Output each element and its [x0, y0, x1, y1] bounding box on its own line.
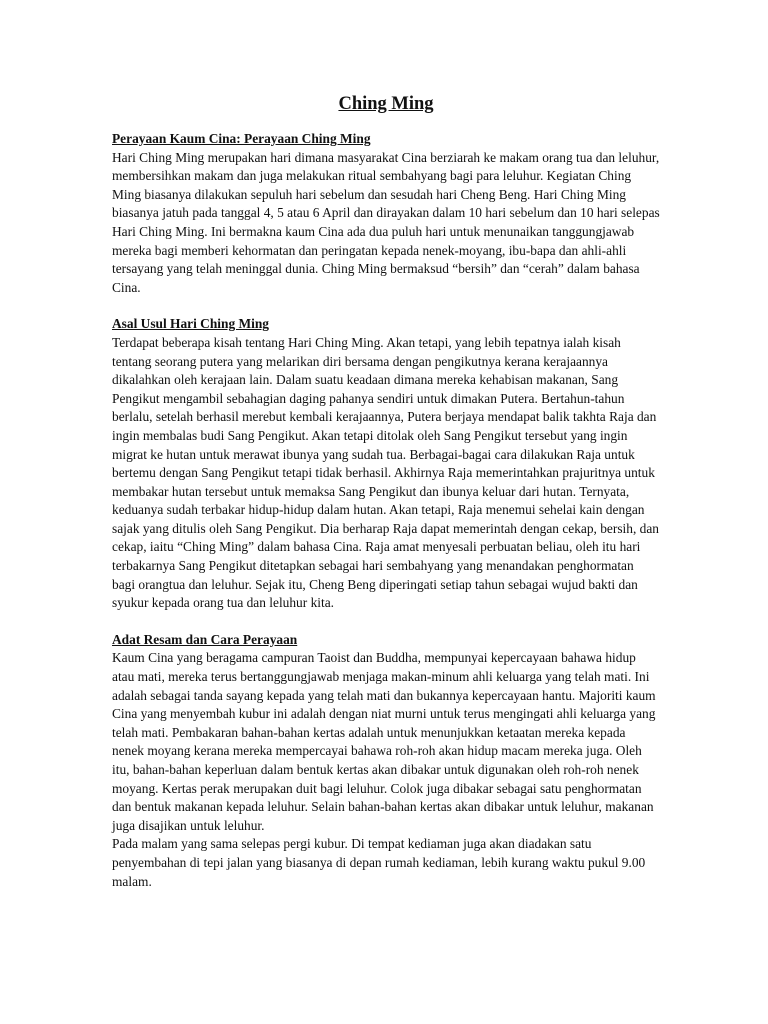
section-heading: Adat Resam dan Cara Perayaan	[112, 631, 298, 647]
section-adat-resam	[112, 631, 660, 891]
section-paragraph: Pada malam yang sama selepas pergi kubur. Di tempat kediaman juga akan diadakan satu penyembahan di tepi jalan yang biasanya di depan rumah kediaman, lebih kurang waktu pukul 9.00 malam.	[112, 836, 646, 889]
section-paragraph: Kaum Cina yang beragama campuran Taoist dan Buddha, mempunyai kepercayaan bahawa hidup atau mati, mereka terus bertanggungjawab menjaga makan-minum ahli keluarga yang telah mati. Ini adalah sebagai tanda sayang kepada yang telah mati dan bukannya kepercayaan hantu. Majoriti kaum Cina yang menyembah kubur ini adalah dengan niat murni untuk terus mengingati ahli keluarga yang telah mati. Pembakaran bahan-bahan kertas adalah untuk menunjukkan ketaatan mereka kepada nenek moyang kerana mereka mempercayai bahawa roh-roh akan hidup macam mereka juga. Oleh itu, bahan-bahan keperluan dalam bentuk kertas akan dibakar untuk digunakan oleh roh-roh nenek moyang. Kertas perak merupakan duit bagi leluhur. Colok juga dibakar sebagai satu penghormatan dan bentuk makanan kepada leluhur. Selain bahan-bahan kertas akan dibakar untuk leluhur, makanan juga disajikan untuk leluhur.	[112, 650, 656, 833]
section-heading: Asal Usul Hari Ching Ming	[112, 316, 269, 332]
section-perayaan	[112, 130, 660, 297]
document-title: Ching Ming	[338, 94, 434, 114]
section-heading: Perayaan Kaum Cina: Perayaan Ching Ming	[112, 131, 371, 146]
section-paragraph: Terdapat beberapa kisah tentang Hari Ching Ming. Akan tetapi, yang lebih tepatnya ialah kisah tentang seorang putera yang melarikan diri bersama dengan pengikutnya kerana kerajaannya dikalahkan oleh kerajaan lain. Dalam suatu keadaan dimana mereka kehabisan makanan, Sang Pengikut mengambil sebahagian daging pahanya sendiri untuk dimakan Putera. Bertahun-tahun berlalu, setelah berhasil merebut kembali kerajaannya, Putera berjaya mendapat balik takhta Raja dan ingin membalas budi Sang Pengikut. Akan tetapi ditolak oleh Sang Pengikut tersebut yang ingin migrat ke hutan untuk merawat ibunya yang sudah tua. Berbagai-bagai cara dilakukan Raja untuk bertemu dengan Sang Pengikut tetapi tidak berhasil. Akhirnya Raja memerintahkan prajuritnya untuk membakar hutan tersebut untuk memaksa Sang Pengikut dan ibunya keluar dari hutan. Ternyata, keduanya sudah terbakar hidup-hidup dalam hutan. Akan tetapi, Raja menemui sehelai kain dengan sajak yang ditulis oleh Sang Pengikut. Dia berharap Raja dapat memerintah dengan cekap, bersih, dan cekap, iaitu “Ching Ming” dalam bahasa Cina. Raja amat menyesali perbuatan beliau, oleh itu hari terbakarnya Sang Pengikut ditetapkan sebagai hari sembahyang yang menandakan penghormatan bagi orangtua dan leluhur. Sejak itu, Cheng Beng diperingati setiap tahun sebagai wujud bakti dan syukur kepada orang tua dan leluhur kita.	[112, 334, 659, 611]
document-page	[112, 92, 660, 909]
section-asal-usul	[112, 315, 660, 613]
section-paragraph: Hari Ching Ming merupakan hari dimana masyarakat Cina berziarah ke makam orang tua dan leluhur, membersihkan makam dan juga melakukan ritual sembahyang bagi para leluhur. Kegiatan Ching Ming biasanya dilakukan sepuluh hari sebelum dan sesudah hari Cheng Beng. Hari Ching Ming biasanya jatuh pada tanggal 4, 5 atau 6 April dan dirayakan dalam 10 hari sebelum dan 10 hari selepas Hari Ching Ming. Ini bermakna kaum Cina ada dua puluh hari untuk menunaikan tanggungjawab mereka bagi memberi kehormatan dan peringatan kepada nenek-moyang, ibu-bapa dan ahli-ahli tersayang yang telah meninggal dunia. Ching Ming bermaksud “bersih” dan “cerah” dalam bahasa Cina.	[112, 149, 660, 295]
